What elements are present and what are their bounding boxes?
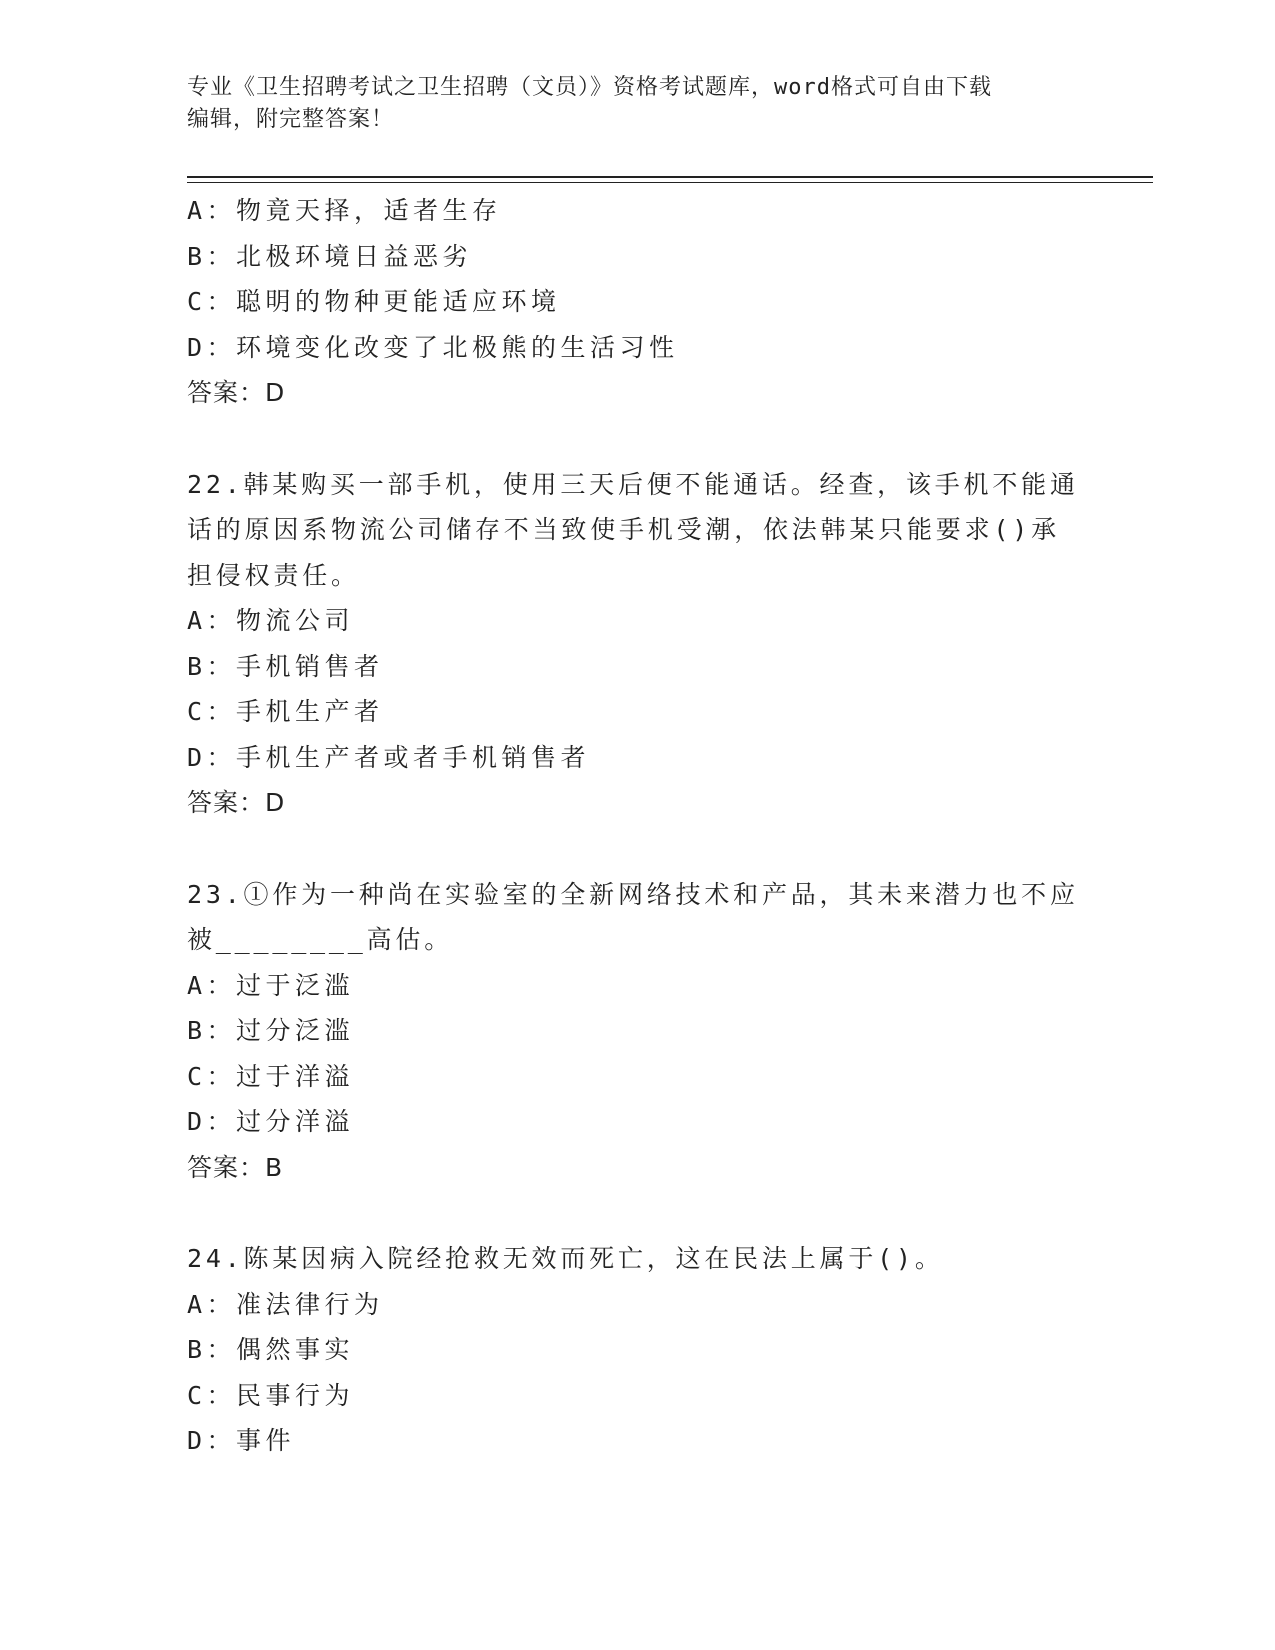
document-header — [187, 72, 1087, 136]
question-text-line: 被________高估。 — [187, 925, 454, 954]
question-block — [187, 1236, 1087, 1464]
option-c: C：过于洋溢 — [187, 1061, 355, 1091]
option-d: D：手机生产者或者手机销售者 — [187, 742, 591, 772]
header-divider-thin — [187, 182, 1153, 183]
option-a: A：物流公司 — [187, 606, 355, 635]
option-c: C：手机生产者 — [187, 697, 384, 726]
question-list — [187, 188, 1087, 1464]
question-text-line: 担侵权责任。 — [187, 560, 360, 590]
question-text-line: 24.陈某因病入院经抢救无效而死亡，这在民法上属于()。 — [187, 1244, 944, 1273]
header-line-1: 专业《卫生招聘考试之卫生招聘（文员）》资格考试题库，word格式可自由下载 — [187, 75, 992, 100]
option-d: D：事件 — [187, 1426, 296, 1455]
option-c: C：聪明的物种更能适应环境 — [187, 287, 561, 316]
option-b: B：偶然事实 — [187, 1335, 355, 1364]
answer-line: 答案：D — [187, 788, 286, 817]
option-a: A：准法律行为 — [187, 1289, 384, 1319]
option-a: A：过于泛滥 — [187, 970, 355, 1000]
answer-line: 答案：D — [187, 378, 286, 407]
option-a: A：物竟天择，适者生存 — [187, 196, 502, 225]
question-block — [187, 462, 1087, 826]
question-text-line: 22.韩某购买一部手机，使用三天后便不能通话。经查，该手机不能通 — [187, 469, 1079, 499]
header-divider-thick — [187, 176, 1153, 178]
header-line-2: 编辑，附完整答案！ — [187, 107, 395, 132]
question-text-line: 23.①作为一种尚在实验室的全新网络技术和产品，其未来潜力也不应 — [187, 879, 1079, 909]
option-b: B：过分泛滥 — [187, 1016, 355, 1045]
option-b: B：北极环境日益恶劣 — [187, 241, 473, 271]
option-b: B：手机销售者 — [187, 651, 384, 681]
option-d: D：环境变化改变了北极熊的生活习性 — [187, 332, 679, 362]
option-d: D：过分洋溢 — [187, 1107, 355, 1136]
question-block — [187, 188, 1087, 416]
question-block — [187, 872, 1087, 1191]
answer-line: 答案：B — [187, 1152, 284, 1182]
question-text-line: 话的原因系物流公司储存不当致使手机受潮，依法韩某只能要求()承 — [187, 515, 1060, 544]
option-c: C：民事行为 — [187, 1380, 355, 1410]
